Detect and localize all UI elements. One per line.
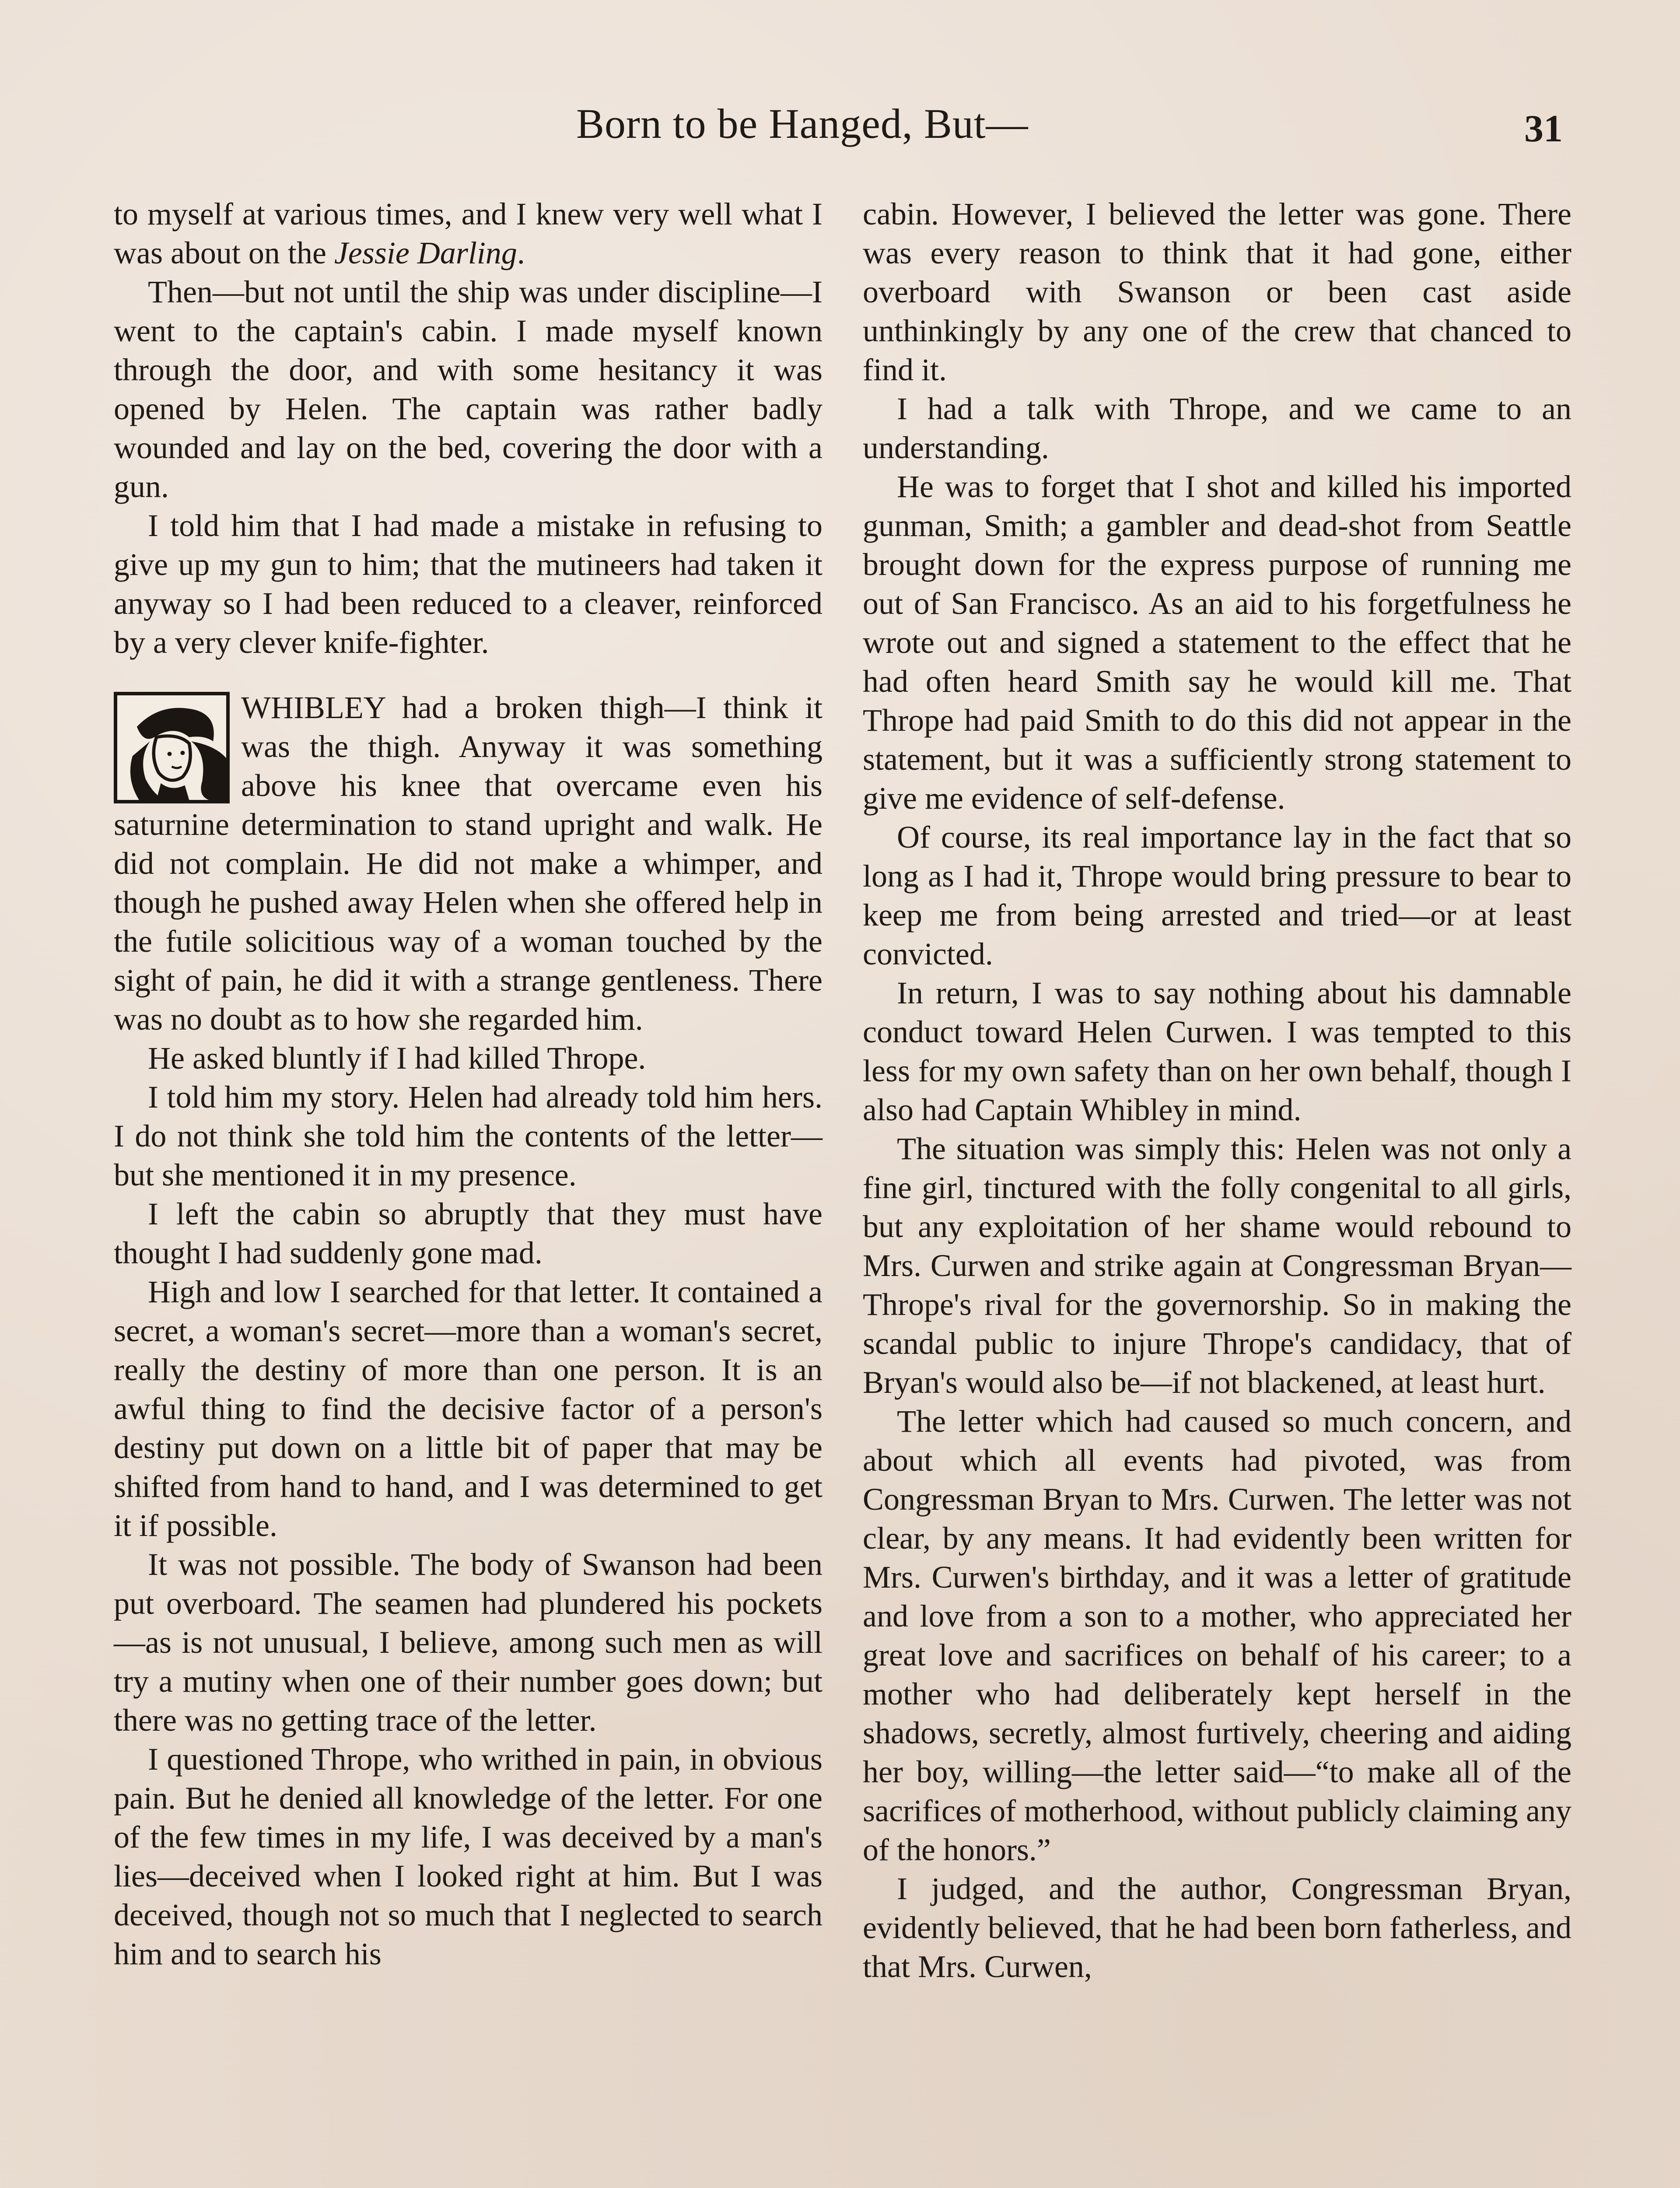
paragraph: He was to forget that I shot and killed his imported gunman, Smith; a gambler and dead-shot from Seattle brought down for the express purpose of running me out of San Francisco. As an aid to his forgetfulness he wrote out and signed a statement to the effect that he had often heard Smith say he would kill me. That Thrope had paid Smith to do this did not appear in the statement, but it was a sufficiently strong statement to give me evidence of self-defense. <box>863 469 1572 816</box>
paragraph: I had a talk with Thrope, and we came to an understanding. <box>863 391 1572 465</box>
paragraph: I told him that I had made a mistake in refusing to give up my gun to him; that the mutineers had taken it anyway so I had been reduced to a cleaver, reinforced by a very clever knife-fighter. <box>114 508 822 660</box>
paragraph: I told him my story. Helen had already told him hers. I do not think she told him the contents of the letter—but she mentioned it in my presence. <box>114 1080 822 1192</box>
ship-name: Jessie Darling <box>334 235 517 270</box>
paragraph <box>114 195 822 273</box>
paragraph-text: WHIBLEY had a broken thigh—I think it was the thigh. Anyway it was something above his knee that overcame even his saturnine determination to stand upright and walk. He did not complain. He did not make a whimper, and though he pushed away Helen when she offered help in the futile solicitious way of a woman touched by the sight of pain, he did it with a strange gentleness. There was no doubt as to how she regarded him. <box>114 690 822 1037</box>
paragraph: High and low I searched for that letter. It contained a secret, a woman's secret—more than a woman's secret, really the destiny of more than one person. It is an awful thing to find the decisive factor of a person's destiny put down on a little bit of paper that may be shifted from hand to hand, and I was determined to get it if possible. <box>114 1274 822 1543</box>
left-column <box>114 195 822 2188</box>
running-title: Born to be Hanged, But— <box>576 100 1029 147</box>
paragraph: I questioned Thrope, who writhed in pain, in obvious pain. But he denied all knowledge of the letter. For one of the few times in my life, I was deceived by a man's lies—deceived when I looked right at him. But I was deceived, though not so much that I neglected to search him and to search his <box>114 1742 822 1971</box>
page-number: 31 <box>1524 108 1563 150</box>
right-column <box>863 195 1572 2188</box>
paragraph-text: to myself at various times, and I knew very well what I was about on the <box>114 196 822 270</box>
section-opening-paragraph <box>114 688 822 1039</box>
paragraph: cabin. However, I believed the letter was gone. There was every reason to think that it had gone, either overboard with Swanson or been cast aside unthinkingly by any one of the crew that chanced to find it. <box>863 196 1572 387</box>
paragraph: I judged, and the author, Congressman Bryan, evidently believed, that he had been born fatherless, and that Mrs. Curwen, <box>863 1871 1572 1984</box>
paragraph: It was not possible. The body of Swanson had been put overboard. The seamen had plundered his pockets—as is not unusual, I believe, among such men as will try a mutiny when one of their number goes down; but there was no getting trace of the letter. <box>114 1547 822 1738</box>
paragraph-text: . <box>517 235 525 270</box>
paragraph: Then—but not until the ship was under discipline—I went to the captain's cabin. I made myself known through the door, and with some hesitancy it was opened by Helen. The captain was rather badly wounded and lay on the bed, covering the door with a gun. <box>114 274 822 504</box>
paragraph: He asked bluntly if I had killed Thrope. <box>148 1041 646 1076</box>
paragraph: The letter which had caused so much concern, and about which all events had pivoted, was from Congressman Bryan to Mrs. Curwen. The letter was not clear, by any means. It had evidently been written for Mrs. Curwen's birthday, and it was a letter of gratitude and love from a son to a mother, who appreciated her great love and sacrifices on behalf of his career; to a mother who had deliberately kept herself in the shadows, secretly, almost furtively, cheering and aiding her boy, willing—the letter said—“to make all of the sacrifices of motherhood, without publicly claiming any of the honors.” <box>863 1404 1572 1867</box>
paragraph: In return, I was to say nothing about his damnable conduct toward Helen Curwen. I was tempted to this less for my own safety than on her own behalf, though I also had Captain Whibley in mind. <box>863 975 1572 1127</box>
paragraph: I left the cabin so abruptly that they must have thought I had suddenly gone mad. <box>114 1196 822 1270</box>
woman-portrait-icon <box>114 692 230 803</box>
paragraph: Of course, its real importance lay in the fact that so long as I had it, Thrope would bring pressure to bear to keep me from being arrested and tried—or at least convicted. <box>863 820 1572 971</box>
paragraph: The situation was simply this: Helen was not only a fine girl, tinctured with the folly congenital to all girls, but any exploitation of her shame would rebound to Mrs. Curwen and strike again at Congressman Bryan—Thrope's rival for the governorship. So in making the scandal public to injure Thrope's candidacy, that of Bryan's would also be—if not blackened, at least hurt. <box>863 1131 1572 1400</box>
page-header <box>115 91 1576 157</box>
